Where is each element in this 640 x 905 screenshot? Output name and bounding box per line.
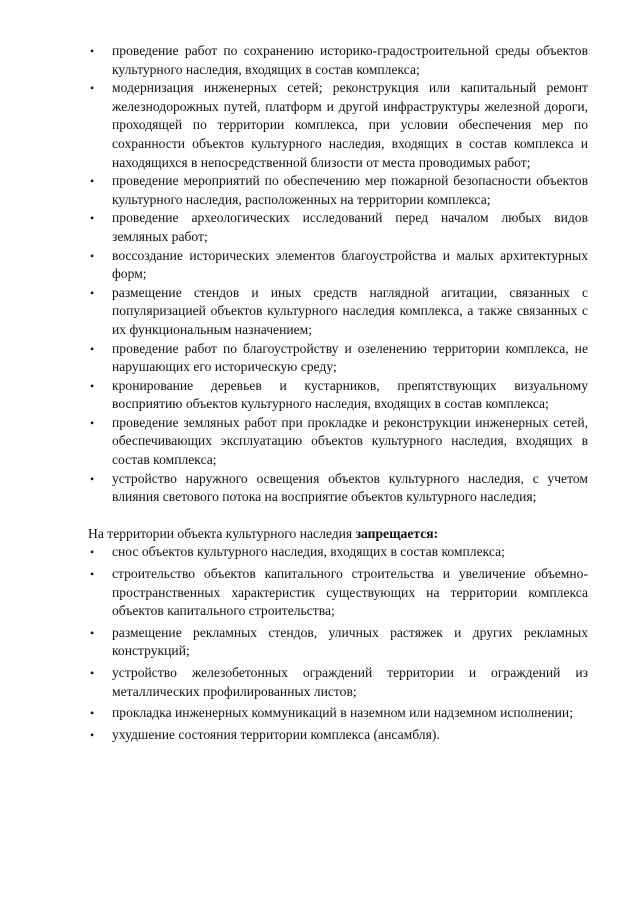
bullet-icon: •: [90, 415, 95, 430]
list-item: [88, 42, 588, 79]
bullet-icon: •: [90, 285, 95, 300]
list-item-text: модернизация инженерных сетей; реконструкция или капитальный ремонт железнодорожных путей, платформ и другой инфраструктуры железной дороги, проходящей по территории комплекса, при условии обеспечения мер по сохранности объектов культурного наследия, входящих в состав комплекса и находящихся в непосредственной близости от места проводимых работ;: [112, 80, 588, 170]
list-item-text: проведение мероприятий по обеспечению мер пожарной безопасности объектов культурного наследия, расположенных на территории комплекса;: [112, 173, 588, 207]
list-item: [88, 624, 588, 661]
bullet-icon: •: [90, 727, 95, 742]
list-item-text: воссоздание исторических элементов благоустройства и малых архитектурных форм;: [112, 247, 588, 282]
bullet-icon: •: [90, 471, 95, 486]
document-page: [88, 42, 588, 747]
intro-text: На территории объекта культурного наследия: [88, 525, 356, 541]
list-item: [88, 726, 588, 745]
list-item: [88, 414, 588, 470]
prohibitions-intro: [88, 525, 588, 544]
list-item-text: устройство наружного освещения объектов культурного наследия, с учетом влияния светового потока на восприятие объектов культурного наследия;: [112, 470, 588, 505]
bullet-icon: •: [90, 248, 95, 263]
intro-bold-text: запрещается:: [355, 525, 439, 541]
list-item-text: размещение рекламных стендов, уличных растяжек и других рекламных конструкций;: [112, 624, 588, 659]
list-item-text: снос объектов культурного наследия, входящих в состав комплекса;: [112, 544, 505, 560]
list-item-text: размещение стендов и иных средств наглядной агитации, связанных с популяризацией объектов культурного наследия комплекса, а также связанных с их функциональным назначением;: [112, 284, 588, 337]
list-item-text: проведение работ по благоустройству и озеленению территории комплекса, не нарушающих его историческую среду;: [112, 340, 588, 375]
list-item-text: проведение археологических исследований перед началом любых видов земляных работ;: [112, 210, 588, 244]
list-item-text: ухудшение состояния территории комплекса (ансамбля).: [112, 726, 440, 742]
prohibited-works-list: [88, 543, 588, 744]
list-item-text: устройство железобетонных ограждений территории и ограждений из металлических профилированных листов;: [112, 665, 588, 699]
list-item: [88, 565, 588, 621]
bullet-icon: •: [90, 545, 95, 560]
list-item: [88, 172, 588, 209]
list-item-text: кронирование деревьев и кустарников, препятствующих визуальному восприятию объектов культурного наследия, входящих в состав комплекса;: [112, 377, 588, 412]
list-item: [88, 704, 588, 723]
list-item: [88, 377, 588, 414]
bullet-icon: •: [90, 378, 95, 393]
bullet-icon: •: [90, 341, 95, 356]
bullet-icon: •: [90, 44, 95, 58]
list-item: [88, 470, 588, 507]
list-item: [88, 247, 588, 284]
permitted-works-list: [88, 42, 588, 507]
list-item-text: прокладка инженерных коммуникаций в наземном или надземном исполнении;: [112, 705, 573, 721]
section-spacer: [88, 507, 588, 525]
list-item-text: проведение работ по сохранению историко-градостроительной среды объектов культурного наследия, входящих в состав комплекса;: [112, 43, 588, 77]
bullet-icon: •: [90, 625, 95, 640]
bullet-icon: •: [90, 174, 95, 189]
bullet-icon: •: [90, 567, 95, 582]
list-item: [88, 664, 588, 701]
list-item: [88, 284, 588, 340]
bullet-icon: •: [90, 706, 95, 721]
list-item-text: строительство объектов капитального строительства и увеличение объемно-пространственных характеристик существующих на территории комплекса объектов капитального строительства;: [112, 566, 588, 619]
list-item-text: проведение земляных работ при прокладке и реконструкции инженерных сетей, обеспечивающих эксплуатацию объектов культурного наследия, входящих в состав комплекса;: [112, 414, 588, 468]
bullet-icon: •: [90, 81, 95, 96]
bullet-icon: •: [90, 211, 95, 226]
list-item: [88, 79, 588, 172]
list-item: [88, 340, 588, 377]
list-item: [88, 543, 588, 562]
bullet-icon: •: [90, 666, 95, 680]
list-item: [88, 209, 588, 246]
